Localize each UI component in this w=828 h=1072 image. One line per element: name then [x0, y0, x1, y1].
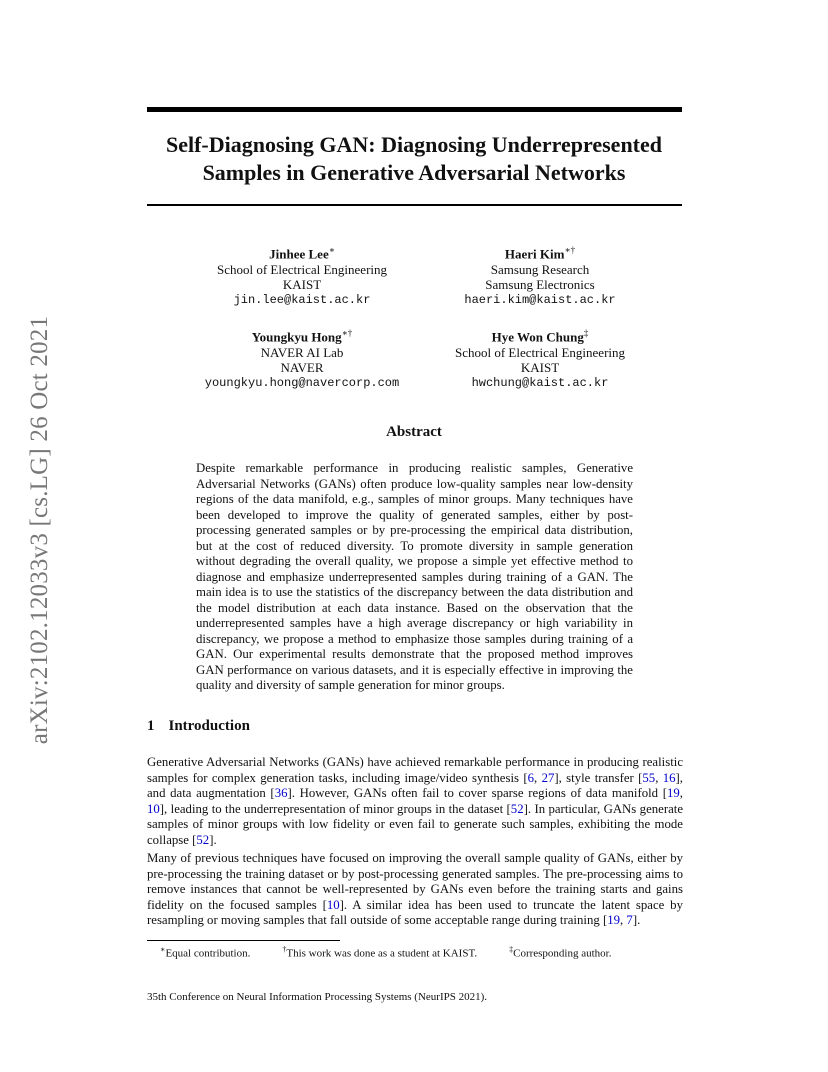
author-email: jin.lee@kaist.ac.kr	[233, 292, 371, 307]
intro-paragraph-2: Many of previous techniques have focused on improving the overall sample quality of GANs, either by pre-processing the training dataset or by post-processing generated samples. The pre-processing aims to remove instances that cannot be well-represented by GANs even before the training starts and gains fidelity on the focused samples [10]. A similar idea has been used to truncate the latent space by resampling or moving samples that fall outside of some acceptable range during training [19, 7].	[147, 851, 683, 927]
citation-link[interactable]: 52	[196, 832, 210, 847]
author-org: NAVER	[280, 360, 324, 376]
citation-link[interactable]: 6	[527, 770, 534, 785]
title-top-rule	[147, 107, 682, 112]
footnote: ‡Corresponding author.	[509, 945, 612, 960]
citation-link[interactable]: 16	[662, 770, 676, 785]
author-mark: ∗†	[564, 245, 576, 255]
paper-title: Self-Diagnosing GAN: Diagnosing Underrepresented Samples in Generative Adversarial Networks	[165, 132, 663, 185]
abstract-heading: Abstract	[386, 424, 442, 440]
section-number: 1	[147, 718, 155, 734]
section-heading	[147, 718, 250, 735]
conference-note: 35th Conference on Neural Information Processing Systems (NeurIPS 2021).	[147, 991, 488, 1003]
citation-link[interactable]: 10	[147, 801, 160, 816]
author-name: Hye Won Chung‡	[491, 328, 589, 345]
footnote: ∗Equal contribution.	[160, 945, 251, 960]
author-affiliation: School of Electrical Engineering	[454, 344, 626, 360]
author-email: haeri.kim@kaist.ac.kr	[464, 292, 616, 307]
intro-paragraph-1: Generative Adversarial Networks (GANs) have achieved remarkable performance in producing realistic samples for complex generation tasks, including image/video synthesis [6, 27], style transfer [55, 16], and data augmentation [36]. However, GANs often fail to cover sparse regions of data manifold [19, 10], leading to the underrepresentation of minor groups in the dataset [52]. In particular, GANs generate samples of minor groups with low fidelity or even fail to generate such samples, exhibiting the mode collapse [52].	[147, 755, 684, 847]
arxiv-id-text: arXiv:2102.12033v3 [cs.LG] 26 Oct 2021	[26, 315, 53, 745]
author-email: hwchung@kaist.ac.kr	[471, 375, 609, 390]
author-mark: ∗†	[341, 328, 353, 338]
author-block	[390, 243, 690, 308]
citation-link[interactable]: 19	[667, 786, 680, 800]
author-name: Haeri Kim∗†	[504, 245, 576, 262]
citation-link[interactable]: 10	[326, 897, 340, 912]
title-bottom-rule	[147, 204, 682, 206]
citation-link[interactable]: 7	[626, 913, 633, 927]
author-affiliation: NAVER AI Lab	[260, 344, 344, 360]
section-title: Introduction	[168, 718, 250, 734]
author-email: youngkyu.hong@navercorp.com	[204, 375, 400, 390]
author-affiliation: Samsung Research	[490, 261, 590, 277]
arxiv-side-stamp	[20, 290, 60, 770]
citation-link[interactable]: 27	[541, 770, 555, 785]
author-org: KAIST	[520, 360, 560, 376]
author-org: KAIST	[282, 277, 322, 293]
author-name: Youngkyu Hong∗†	[251, 328, 353, 345]
author-name: Jinhee Lee∗	[269, 245, 335, 262]
abstract-text: Despite remarkable performance in producing realistic samples, Generative Adversarial Networks (GANs) often produce low-quality samples near low-density regions of the data manifold, e.g., samples of minor groups. Many techniques have been developed to improve the quality of generated samples, either by post-processing generated samples or by pre-processing the empirical data distribution, but at the cost of reduced diversity. To promote diversity in sample generation without degrading the overall quality, we propose a simple yet effective method to diagnose and emphasize underrepresented samples during training of a GAN. The main idea is to use the statistics of the discrepancy between the data distribution and the model distribution at each data instance. Based on the observation that the underrepresented samples have a high average discrepancy or high variability in discrepancy, we propose a method to emphasize those samples during training of a GAN. Our experimental results demonstrate that the proposed method improves GAN performance on various datasets, and it is especially effective in improving the quality and diversity of sample generation for minor groups.	[196, 461, 633, 692]
author-mark: ∗	[328, 245, 335, 255]
footnote: †This work was done as a student at KAIST.	[282, 945, 478, 960]
author-affiliation: School of Electrical Engineering	[216, 261, 388, 277]
citation-link[interactable]: 19	[607, 913, 620, 927]
citation-link[interactable]: 36	[274, 786, 288, 800]
author-org: Samsung Electronics	[485, 277, 595, 293]
footnote-rule	[147, 940, 340, 941]
author-block	[390, 326, 690, 391]
citation-link[interactable]: 52	[510, 801, 524, 816]
footnotes	[160, 945, 680, 960]
citation-link[interactable]: 55	[642, 770, 656, 785]
author-mark: ‡	[583, 328, 589, 338]
